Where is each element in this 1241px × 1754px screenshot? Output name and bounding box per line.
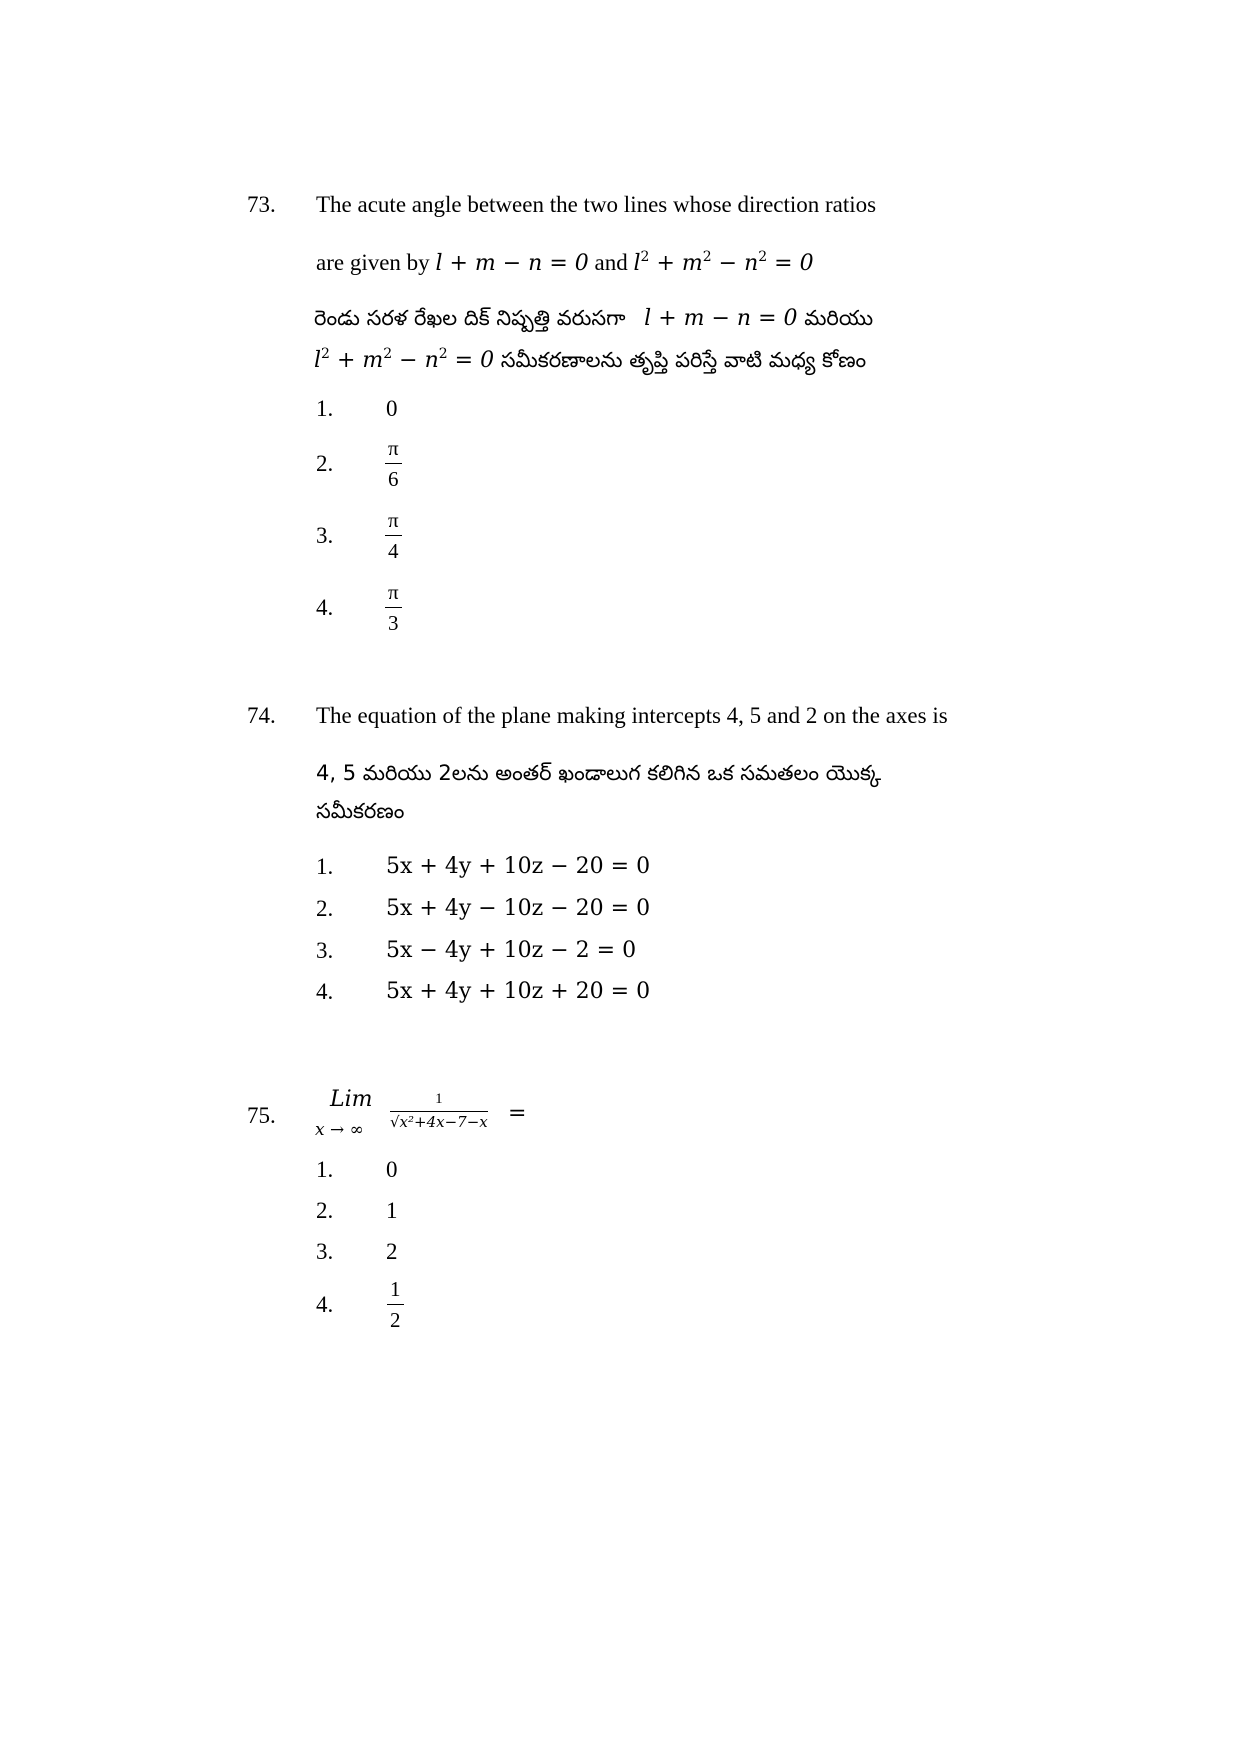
q74-option-2-number: 2. [316,896,334,921]
question-number-73: 73. [247,192,276,217]
q73-and: and [594,250,628,275]
q73-line2-prefix: are given by [316,250,430,275]
q75-lim: Lim [330,1087,373,1112]
q73-option-3-number: 3. [316,523,334,548]
q73-option-3-fraction: $\frac{\pi}{4}$ [385,510,402,562]
q74-option-1-number: 1. [316,854,334,879]
question-73-telugu-line1 [314,306,873,336]
q74-option-1-value: 5x + 4y + 10z − 20 = 0 [386,854,651,879]
q75-option-1-value: 0 [386,1157,398,1182]
question-73-text-line2 [316,249,814,276]
q73-option-1-number: 1. [316,396,334,421]
q73-option-2-number: 2. [316,451,334,476]
q74-option-3-number: 3. [316,938,334,963]
question-number-75: 75. [247,1103,276,1128]
q74-option-3-value: 5x − 4y + 10z − 2 = 0 [386,938,637,963]
q75-option-1-number: 1. [316,1157,334,1182]
q73-te-part-a: రెండు సరళ రేఖల దిక్ నిష్పత్తి వరుసగా [314,306,626,330]
question-73-telugu-line2 [314,346,866,378]
q74-option-2-value: 5x + 4y − 10z − 20 = 0 [386,896,651,921]
q74-option-4-value: 5x + 4y + 10z + 20 = 0 [386,979,651,1004]
q73-te-part-c: సమీకరణాలను తృప్తి పరిస్తే వాటి మధ్య కోణం [500,348,867,372]
q73-te-equation-1: l + m − n = 0 [644,306,798,331]
q75-lim-subscript: x → ∞ [315,1120,364,1140]
question-74-telugu-line1: 4, 5 మరియు 2లను అంతర్ ఖండాలుగ కలిగిన ఒక సమతలం యొక్క [316,761,882,785]
q75-option-4-number: 4. [316,1292,334,1317]
q73-option-2-fraction: $\frac{\pi}{6}$ [385,438,402,490]
q75-option-2-number: 2. [316,1198,334,1223]
q75-option-4-fraction: $\frac{1}{2}$ [387,1279,404,1331]
q75-option-3-value: 2 [386,1239,398,1264]
q73-te-part-b: మరియు [804,306,874,330]
q75-equals: = [508,1101,527,1126]
q73-equation-2: $l^2 + m^2 - n^2 = 0$ [633,249,814,276]
q73-te-equation-2: $l^2 + m^2 - n^2 = 0$ [314,346,495,373]
q73-equation-1: l + m − n = 0 [435,251,589,276]
q73-option-4-number: 4. [316,595,334,620]
q73-option-1-value: 0 [386,396,398,421]
q75-option-2-value: 1 [386,1198,398,1223]
question-74-telugu-line2: సమీకరణం [316,799,405,823]
q74-option-4-number: 4. [316,979,334,1004]
question-number-74: 74. [247,703,276,728]
q75-option-3-number: 3. [316,1239,334,1264]
q73-option-4-fraction: $\frac{\pi}{3}$ [385,582,402,634]
question-73-text-line1: The acute angle between the two lines whose direction ratios [316,192,877,217]
q75-limit-fraction: $\frac{1}{\text{√x²+4x−7−x}}$ [390,1091,488,1131]
question-74-text: The equation of the plane making intercepts 4, 5 and 2 on the axes is [316,703,948,728]
